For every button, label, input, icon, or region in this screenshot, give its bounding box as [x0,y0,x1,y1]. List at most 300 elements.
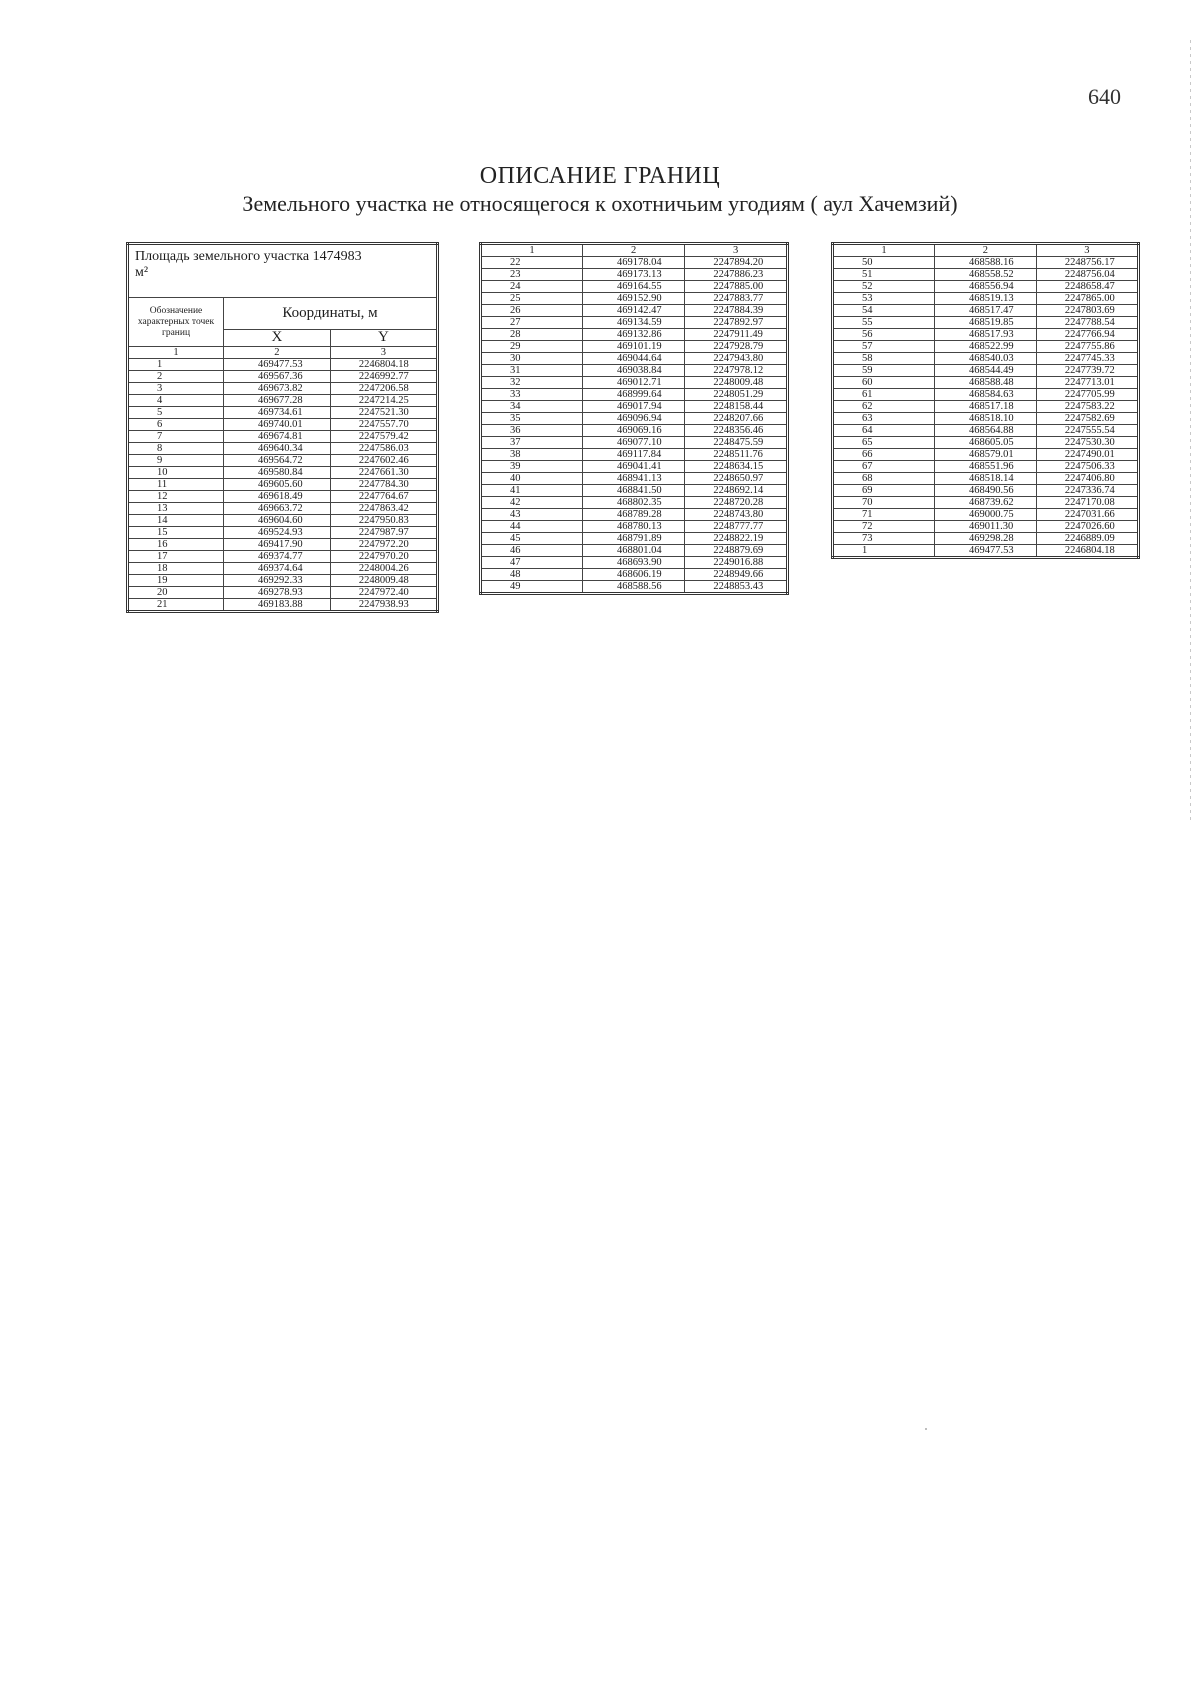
x-coordinate-cell: 469673.82 [224,383,331,395]
point-number-cell: 17 [128,551,224,563]
point-number-cell: 7 [128,431,224,443]
y-coordinate-cell: 2247938.93 [330,599,437,612]
document-subtitle: Земельного участка не относящегося к охотничьим угодиям ( аул Хачемзий) [242,191,958,216]
y-coordinate-cell: 2247521.30 [330,407,437,419]
table-row [481,533,788,545]
x-coordinate-cell: 469017.94 [583,401,685,413]
table-row [833,449,1139,461]
y-coordinate-cell: 2248720.28 [685,497,788,509]
table-row [481,317,788,329]
y-coordinate-cell: 2247557.70 [330,419,437,431]
y-header: Y [330,329,437,346]
y-coordinate-cell: 2246992.77 [330,371,437,383]
point-number-cell: 46 [481,545,583,557]
y-coordinate-cell: 2247978.12 [685,365,788,377]
y-coordinate-cell: 2248009.48 [330,575,437,587]
x-coordinate-cell: 468791.89 [583,533,685,545]
table-row [481,365,788,377]
y-coordinate-cell: 2247582.69 [1036,413,1138,425]
y-coordinate-cell: 2247987.97 [330,527,437,539]
table-row [128,359,438,371]
table-row [833,365,1139,377]
y-coordinate-cell: 2247739.72 [1036,365,1138,377]
y-coordinate-cell: 2247863.42 [330,503,437,515]
y-coordinate-cell: 2248650.97 [685,473,788,485]
x-coordinate-cell: 469178.04 [583,257,685,269]
point-number-cell: 18 [128,563,224,575]
coordinates-header: Координаты, м [224,298,438,330]
x-coordinate-cell: 469000.75 [935,509,1037,521]
table-row [833,473,1139,485]
index-cell: 2 [583,244,685,257]
y-coordinate-cell: 2247490.01 [1036,449,1138,461]
table-row [481,269,788,281]
point-number-cell: 68 [833,473,935,485]
area-label: Площадь земельного участка 1474983 [135,249,362,264]
x-coordinate-cell: 469041.41 [583,461,685,473]
table-row [833,521,1139,533]
table-row [833,545,1139,558]
scan-speck [925,1428,927,1430]
x-coordinate-cell: 469152.90 [583,293,685,305]
table-row [128,551,438,563]
x-coordinate-cell: 469077.10 [583,437,685,449]
point-number-cell: 65 [833,437,935,449]
x-coordinate-cell: 469374.64 [224,563,331,575]
y-coordinate-cell: 2247579.42 [330,431,437,443]
table-row [481,293,788,305]
x-coordinate-cell: 469604.60 [224,515,331,527]
table-row [481,509,788,521]
table-row [481,257,788,269]
table-row [833,377,1139,389]
x-coordinate-cell: 468606.19 [583,569,685,581]
point-number-cell: 27 [481,317,583,329]
point-number-cell: 50 [833,257,935,269]
point-number-cell: 10 [128,467,224,479]
table-row [128,467,438,479]
x-coordinate-cell: 469564.72 [224,455,331,467]
coordinates-table-middle [479,242,789,595]
x-coordinate-cell: 469044.64 [583,353,685,365]
point-number-cell: 23 [481,269,583,281]
point-number-cell: 37 [481,437,583,449]
area-cell [128,244,438,298]
point-number-cell: 8 [128,443,224,455]
x-coordinate-cell: 469164.55 [583,281,685,293]
table-row [481,545,788,557]
y-coordinate-cell: 2248756.17 [1036,257,1138,269]
y-coordinate-cell: 2248158.44 [685,401,788,413]
table-row [481,521,788,533]
y-coordinate-cell: 2248777.77 [685,521,788,533]
x-coordinate-cell: 468517.93 [935,329,1037,341]
x-coordinate-cell: 469618.49 [224,491,331,503]
table-row [833,329,1139,341]
table-row [833,437,1139,449]
x-coordinate-cell: 468540.03 [935,353,1037,365]
y-coordinate-cell: 2247031.66 [1036,509,1138,521]
table-row [128,419,438,431]
y-coordinate-cell: 2247713.01 [1036,377,1138,389]
table-row [833,425,1139,437]
y-coordinate-cell: 2247894.20 [685,257,788,269]
point-number-cell: 59 [833,365,935,377]
table-row [128,491,438,503]
point-number-cell: 63 [833,413,935,425]
point-number-cell: 61 [833,389,935,401]
x-coordinate-cell: 469298.28 [935,533,1037,545]
x-coordinate-cell: 469477.53 [935,545,1037,558]
x-coordinate-cell: 468490.56 [935,485,1037,497]
x-coordinate-cell: 468558.52 [935,269,1037,281]
table-row [833,509,1139,521]
point-number-cell: 5 [128,407,224,419]
table-row [481,497,788,509]
area-unit: м² [135,265,149,280]
x-coordinate-cell: 468588.48 [935,377,1037,389]
table-row [833,413,1139,425]
y-coordinate-cell: 2247506.33 [1036,461,1138,473]
point-number-cell: 48 [481,569,583,581]
point-number-cell: 13 [128,503,224,515]
x-coordinate-cell: 468519.85 [935,317,1037,329]
x-coordinate-cell: 469640.34 [224,443,331,455]
point-number-cell: 30 [481,353,583,365]
y-coordinate-cell: 2247972.40 [330,587,437,599]
y-coordinate-cell: 2247803.69 [1036,305,1138,317]
x-coordinate-cell: 468518.14 [935,473,1037,485]
x-coordinate-cell: 468517.47 [935,305,1037,317]
x-coordinate-cell: 469674.81 [224,431,331,443]
index-cell: 2 [935,244,1037,257]
page-number: 640 [1088,84,1121,109]
table-row [128,599,438,612]
table-row [481,281,788,293]
x-coordinate-cell: 469524.93 [224,527,331,539]
x-coordinate-cell: 469417.90 [224,539,331,551]
y-coordinate-cell: 2248009.48 [685,377,788,389]
x-coordinate-cell: 469069.16 [583,425,685,437]
y-coordinate-cell: 2248822.19 [685,533,788,545]
y-coordinate-cell: 2247745.33 [1036,353,1138,365]
table-row [481,389,788,401]
y-coordinate-cell: 2247406.80 [1036,473,1138,485]
point-number-cell: 60 [833,377,935,389]
y-coordinate-cell: 2247892.97 [685,317,788,329]
point-number-cell: 4 [128,395,224,407]
x-coordinate-cell: 469567.36 [224,371,331,383]
x-coordinate-cell: 469477.53 [224,359,331,371]
y-coordinate-cell: 2248511.76 [685,449,788,461]
point-number-cell: 53 [833,293,935,305]
point-number-cell: 21 [128,599,224,612]
x-coordinate-cell: 468518.10 [935,413,1037,425]
point-number-cell: 39 [481,461,583,473]
y-coordinate-cell: 2247911.49 [685,329,788,341]
x-coordinate-cell: 468739.62 [935,497,1037,509]
x-coordinate-cell: 469183.88 [224,599,331,612]
y-coordinate-cell: 2248743.80 [685,509,788,521]
x-coordinate-cell: 468941.13 [583,473,685,485]
table-row [481,401,788,413]
x-coordinate-cell: 468801.04 [583,545,685,557]
table-row [128,443,438,455]
point-number-cell: 12 [128,491,224,503]
y-coordinate-cell: 2247336.74 [1036,485,1138,497]
y-coordinate-cell: 2247766.94 [1036,329,1138,341]
table-row [833,269,1139,281]
x-coordinate-cell: 469580.84 [224,467,331,479]
table-row [481,581,788,594]
table-row [128,479,438,491]
table-row [481,305,788,317]
point-number-cell: 26 [481,305,583,317]
x-coordinate-cell: 468841.50 [583,485,685,497]
point-number-cell: 43 [481,509,583,521]
point-number-cell: 6 [128,419,224,431]
y-coordinate-cell: 2248692.14 [685,485,788,497]
x-coordinate-cell: 468584.63 [935,389,1037,401]
index-cell: 1 [833,244,935,257]
x-coordinate-cell: 469734.61 [224,407,331,419]
point-number-cell: 64 [833,425,935,437]
x-coordinate-cell: 468605.05 [935,437,1037,449]
table-row [833,293,1139,305]
y-coordinate-cell: 2246889.09 [1036,533,1138,545]
x-coordinate-cell: 469038.84 [583,365,685,377]
point-number-cell: 40 [481,473,583,485]
y-coordinate-cell: 2247755.86 [1036,341,1138,353]
y-coordinate-cell: 2247602.46 [330,455,437,467]
x-coordinate-cell: 468999.64 [583,389,685,401]
table-row [128,515,438,527]
table-row [833,533,1139,545]
y-coordinate-cell: 2247886.23 [685,269,788,281]
y-coordinate-cell: 2248475.59 [685,437,788,449]
x-coordinate-cell: 468564.88 [935,425,1037,437]
table-row [128,575,438,587]
y-coordinate-cell: 2247764.67 [330,491,437,503]
x-coordinate-cell: 469096.94 [583,413,685,425]
point-number-cell: 51 [833,269,935,281]
x-coordinate-cell: 468780.13 [583,521,685,533]
point-number-cell: 41 [481,485,583,497]
index-cell: 1 [128,347,224,359]
point-number-cell: 29 [481,341,583,353]
y-coordinate-cell: 2248949.66 [685,569,788,581]
x-coordinate-cell: 469132.86 [583,329,685,341]
x-coordinate-cell: 469101.19 [583,341,685,353]
table-row [128,527,438,539]
point-number-cell: 72 [833,521,935,533]
x-coordinate-cell: 469117.84 [583,449,685,461]
y-coordinate-cell: 2248207.66 [685,413,788,425]
table-row [128,395,438,407]
table-row [481,461,788,473]
point-number-cell: 71 [833,509,935,521]
y-coordinate-cell: 2248853.43 [685,581,788,594]
y-coordinate-cell: 2247885.00 [685,281,788,293]
point-number-cell: 55 [833,317,935,329]
y-coordinate-cell: 2248051.29 [685,389,788,401]
coordinates-table-left [126,242,439,613]
table-row [833,497,1139,509]
index-cell: 3 [330,347,437,359]
y-coordinate-cell: 2247206.58 [330,383,437,395]
x-coordinate-cell: 468789.28 [583,509,685,521]
table-row [128,371,438,383]
x-coordinate-cell: 469011.30 [935,521,1037,533]
point-number-cell: 42 [481,497,583,509]
point-number-cell: 45 [481,533,583,545]
point-number-cell: 62 [833,401,935,413]
index-cell: 3 [685,244,788,257]
table-row [128,383,438,395]
point-number-cell: 54 [833,305,935,317]
y-coordinate-cell: 2246804.18 [1036,545,1138,558]
point-number-cell: 31 [481,365,583,377]
table-row [833,281,1139,293]
y-coordinate-cell: 2248634.15 [685,461,788,473]
table-row [128,563,438,575]
table-row [128,407,438,419]
point-number-cell: 14 [128,515,224,527]
y-coordinate-cell: 2247943.80 [685,353,788,365]
table-row [128,539,438,551]
table-row [833,485,1139,497]
x-coordinate-cell: 469278.93 [224,587,331,599]
x-coordinate-cell: 468522.99 [935,341,1037,353]
table-row [481,425,788,437]
x-coordinate-cell: 468544.49 [935,365,1037,377]
point-number-cell: 70 [833,497,935,509]
x-coordinate-cell: 469663.72 [224,503,331,515]
table-row [481,449,788,461]
x-coordinate-cell: 469605.60 [224,479,331,491]
y-coordinate-cell: 2247883.77 [685,293,788,305]
y-coordinate-cell: 2247884.39 [685,305,788,317]
y-coordinate-cell: 2247788.54 [1036,317,1138,329]
point-number-cell: 35 [481,413,583,425]
y-coordinate-cell: 2248658.47 [1036,281,1138,293]
y-coordinate-cell: 2246804.18 [330,359,437,371]
point-number-cell: 3 [128,383,224,395]
point-number-cell: 20 [128,587,224,599]
scan-edge-mark [1190,40,1191,820]
y-coordinate-cell: 2248004.26 [330,563,437,575]
x-coordinate-cell: 468551.96 [935,461,1037,473]
point-number-cell: 16 [128,539,224,551]
point-number-cell: 33 [481,389,583,401]
y-coordinate-cell: 2247950.83 [330,515,437,527]
x-coordinate-cell: 469134.59 [583,317,685,329]
point-number-cell: 1 [128,359,224,371]
point-number-cell: 25 [481,293,583,305]
table-row [481,569,788,581]
table-row [128,587,438,599]
y-coordinate-cell: 2249016.88 [685,557,788,569]
y-coordinate-cell: 2247661.30 [330,467,437,479]
point-number-cell: 44 [481,521,583,533]
y-coordinate-cell: 2248879.69 [685,545,788,557]
table-row [128,431,438,443]
point-number-cell: 47 [481,557,583,569]
table-row [481,413,788,425]
x-header: X [224,329,331,346]
x-coordinate-cell: 469012.71 [583,377,685,389]
table-row [833,353,1139,365]
point-number-cell: 32 [481,377,583,389]
y-coordinate-cell: 2247026.60 [1036,521,1138,533]
y-coordinate-cell: 2247530.30 [1036,437,1138,449]
y-coordinate-cell: 2247583.22 [1036,401,1138,413]
point-number-cell: 28 [481,329,583,341]
point-number-cell: 24 [481,281,583,293]
x-coordinate-cell: 468579.01 [935,449,1037,461]
y-coordinate-cell: 2247586.03 [330,443,437,455]
x-coordinate-cell: 469292.33 [224,575,331,587]
x-coordinate-cell: 468693.90 [583,557,685,569]
document-title: ОПИСАНИЕ ГРАНИЦ [479,163,721,189]
point-number-cell: 19 [128,575,224,587]
y-coordinate-cell: 2247970.20 [330,551,437,563]
x-coordinate-cell: 468519.13 [935,293,1037,305]
y-coordinate-cell: 2247865.00 [1036,293,1138,305]
table-row [481,437,788,449]
x-coordinate-cell: 469677.28 [224,395,331,407]
point-number-cell: 57 [833,341,935,353]
y-coordinate-cell: 2247972.20 [330,539,437,551]
x-coordinate-cell: 468556.94 [935,281,1037,293]
point-number-cell: 73 [833,533,935,545]
x-coordinate-cell: 469142.47 [583,305,685,317]
table-row [481,557,788,569]
coordinates-table-right [831,242,1140,559]
x-coordinate-cell: 468588.16 [935,257,1037,269]
x-coordinate-cell: 469740.01 [224,419,331,431]
table-row [833,317,1139,329]
point-number-cell: 58 [833,353,935,365]
y-coordinate-cell: 2248756.04 [1036,269,1138,281]
point-designation-header: Обозначение характерных точек границ [128,298,224,347]
x-coordinate-cell: 468588.56 [583,581,685,594]
table-row [833,341,1139,353]
y-coordinate-cell: 2247170.08 [1036,497,1138,509]
x-coordinate-cell: 469374.77 [224,551,331,563]
point-number-cell: 11 [128,479,224,491]
point-number-cell: 1 [833,545,935,558]
point-number-cell: 2 [128,371,224,383]
table-row [481,473,788,485]
table-row [833,389,1139,401]
table-row [833,461,1139,473]
table-row [481,353,788,365]
point-number-cell: 15 [128,527,224,539]
index-cell: 1 [481,244,583,257]
x-coordinate-cell: 469173.13 [583,269,685,281]
point-number-cell: 67 [833,461,935,473]
x-coordinate-cell: 468802.35 [583,497,685,509]
index-cell: 2 [224,347,331,359]
point-number-cell: 9 [128,455,224,467]
point-number-cell: 38 [481,449,583,461]
point-number-cell: 34 [481,401,583,413]
point-number-cell: 52 [833,281,935,293]
y-coordinate-cell: 2247555.54 [1036,425,1138,437]
y-coordinate-cell: 2247214.25 [330,395,437,407]
table-row [833,257,1139,269]
